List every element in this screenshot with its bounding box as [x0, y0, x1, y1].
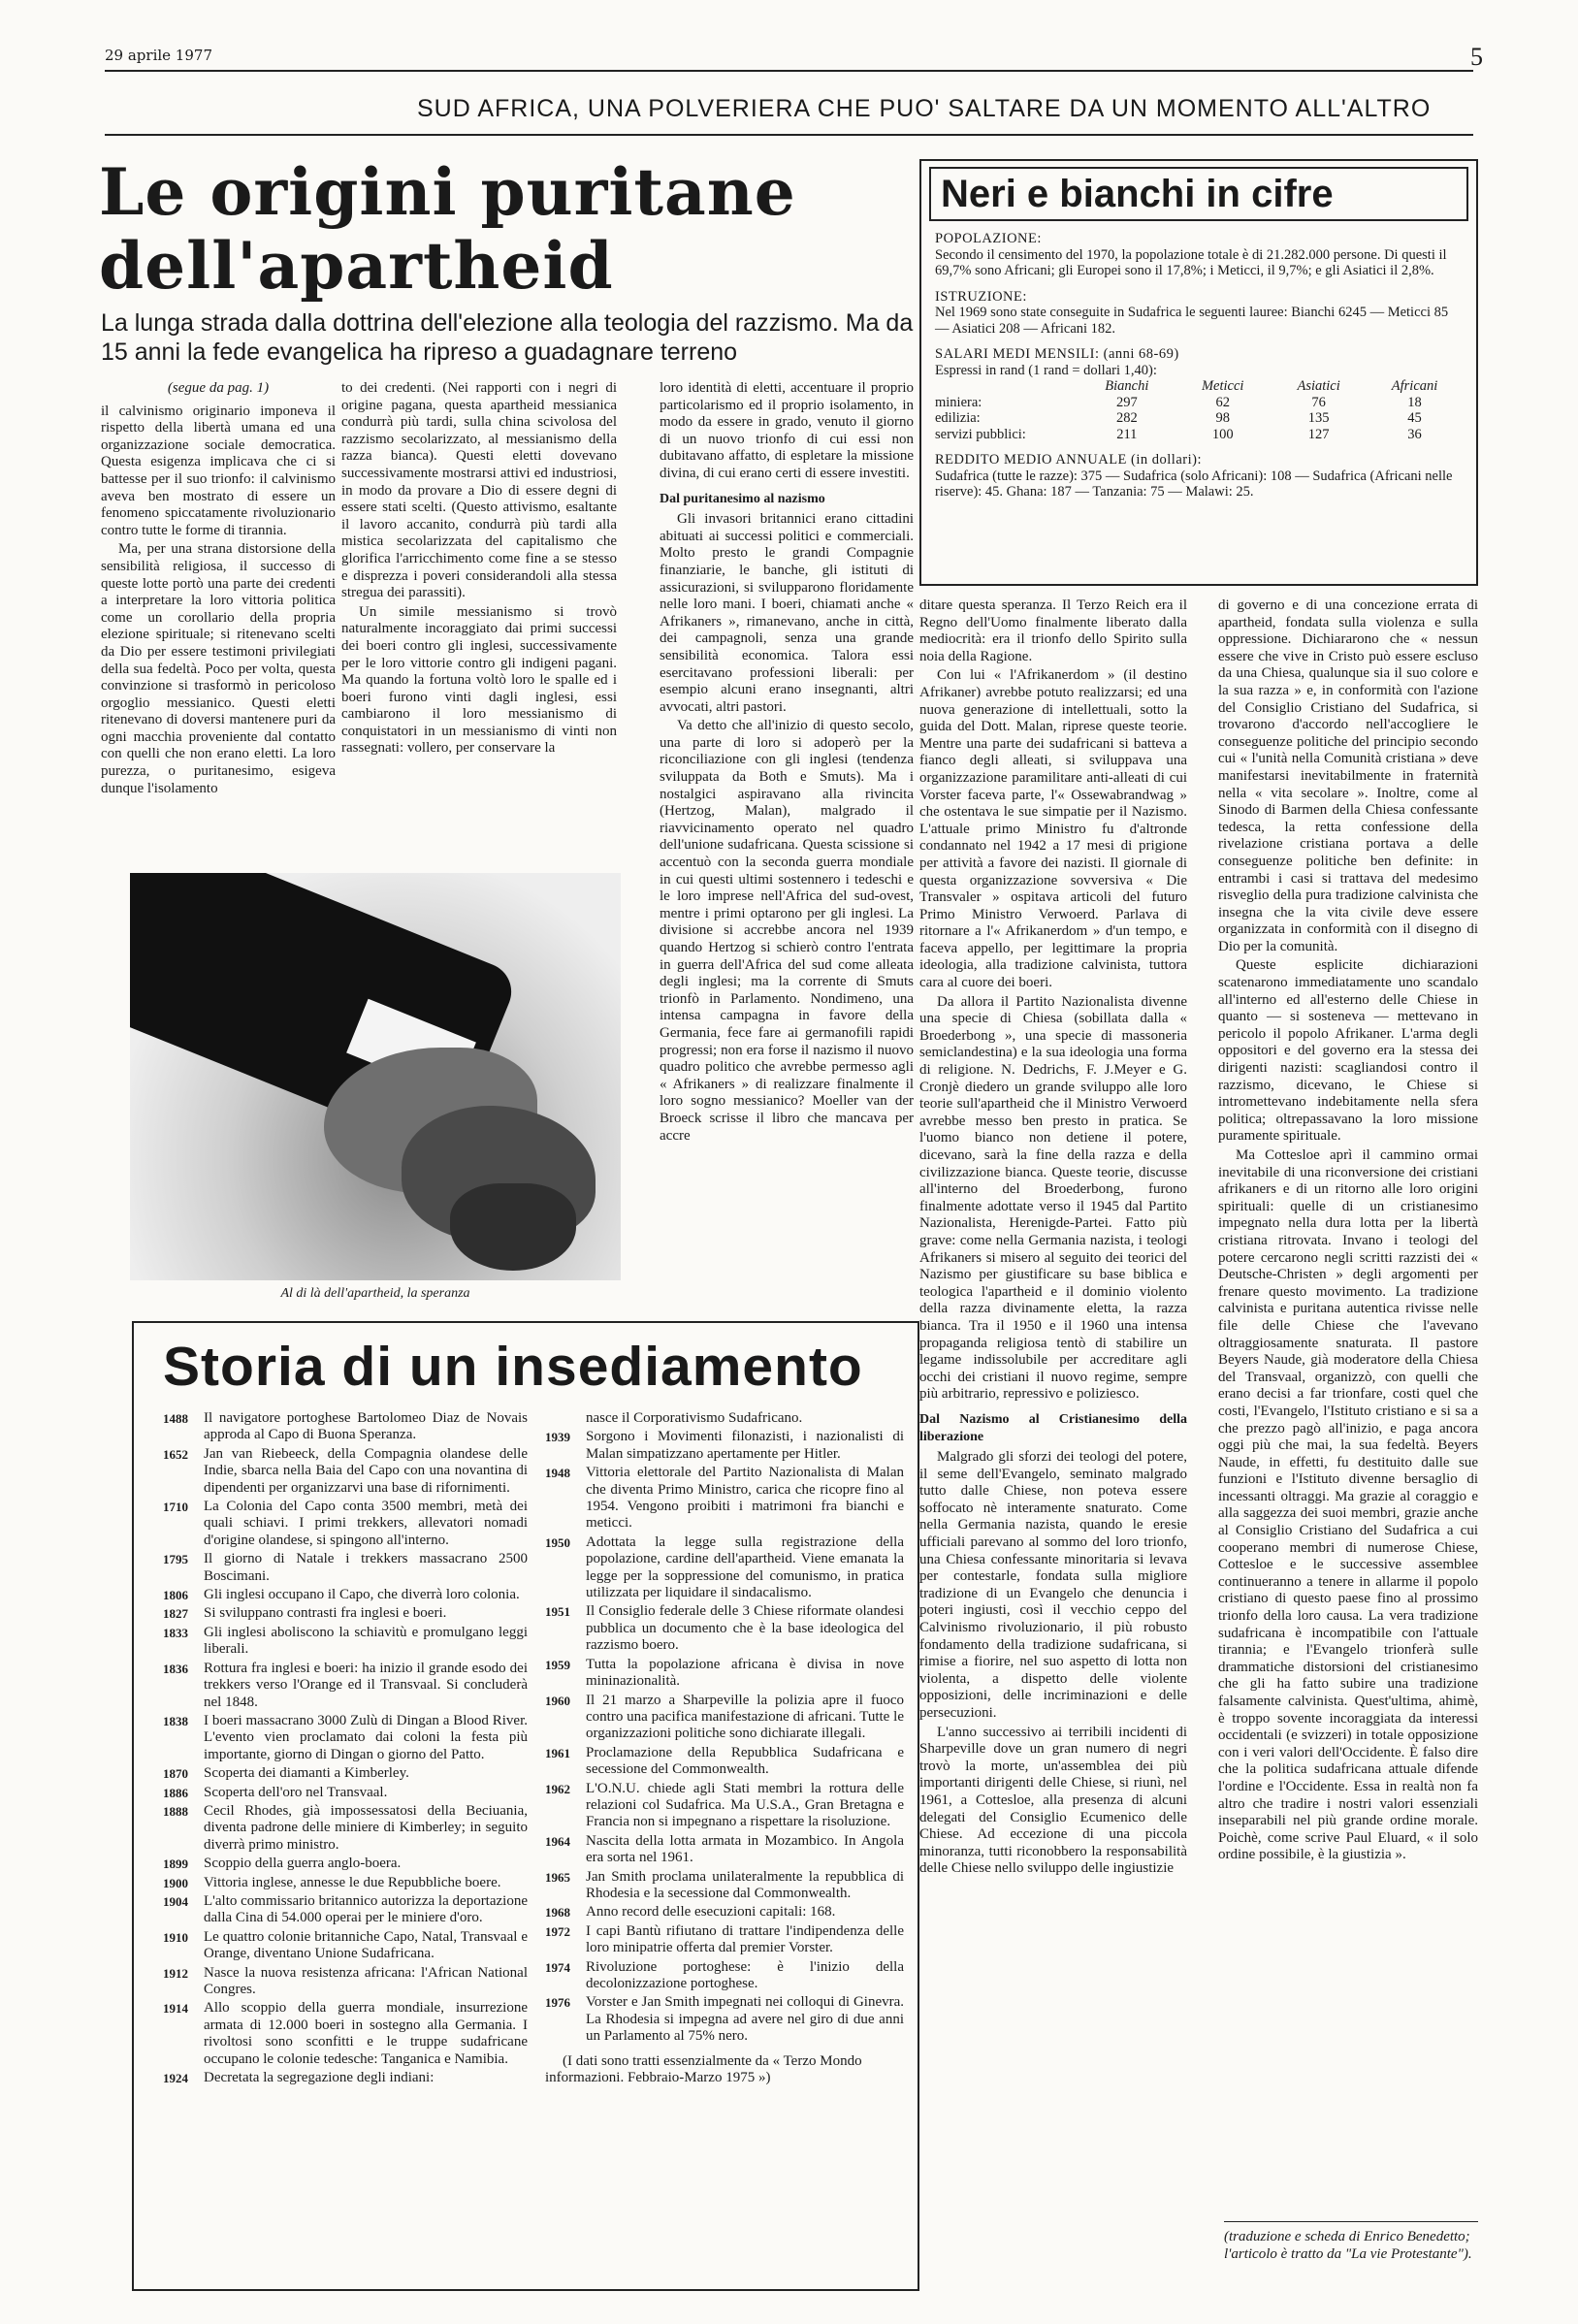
table-row — [935, 410, 1463, 427]
stats-label: SALARI MEDI MENSILI: (anni 68-69) — [935, 346, 1179, 362]
timeline-text: Allo scoppio della guerra mondiale, insurrezione armata di 12.000 boeri in sostegno alla Germania. I rivoltosi sono sconfitti e le truppe sudafricane occupano le colonie tedesche: Tanganica e Namibia. — [204, 2000, 528, 2067]
timeline-text: I boeri massacrano 3000 Zulù di Dingan a Blood River. L'evento vien proclamato dai coloni la festa più importante, giorno di Dingan o giorno del Patto. — [204, 1712, 528, 1762]
timeline-year: 1974 — [545, 1959, 570, 1975]
timeline-entry — [163, 1551, 528, 1585]
timeline-year: 1827 — [163, 1606, 188, 1622]
table-row — [935, 395, 1463, 411]
paragraph: ditare questa speranza. Il Terzo Reich era il Regno dell'Uomo finalmente liberato dalla mediocrità: era il trionfo dello Spirito sulla noia della Ragione. — [919, 597, 1187, 664]
table-cell: 36 — [1407, 426, 1422, 442]
paragraph: to dei credenti. (Nei rapporti con i negri di origine pagana, questa apartheid messianica condurrà più tardi, sulla china scivolosa del razzismo secolarizzato, al messianismo della razza bianca). Questi eletti dovevano successivamente mostrarsi attivi ed industriosi, in modo da provare a Dio di essere degni di essere stati scelti. (Questo attivismo, esaltante il lavoro accanito, condurrà più tardi alla mistica secolarizzata del capitalismo che glorifica l'arricchimento come fine a se stesso e disprezza i poveri considerandoli alla stessa stregua dei parassiti). — [341, 380, 617, 601]
table-cell: 62 — [1215, 394, 1230, 410]
timeline-text: Jan van Riebeeck, della Compagnia olandese delle Indie, sbarca nella Baia del Capo con una novantina di dipendenti per organizzarvi una base di rifornimenti. — [204, 1445, 528, 1496]
paragraph: di governo e di una concezione errata di apartheid, fondata sulla violenza e sulla oppressione. Dichiararono che « nessun essere che vive in Cristo può essere escluso da una Chiesa, qualunque sia il suo colore e la sua razza » e, in conformità con l'azione del Consiglio Cristiano del Sudafrica, si trovarono d'accordo nell'accogliere le conseguenze politiche del principio secondo cui « l'unità nella Comunità cristiana » deve manifestarsi inevitabilmente in fraternità nella « vita secolare ». Inoltre, come al Sinodo di Barmen della Chiesa confessante tedesca, la retta confessione della rivelazione cristiana portava a delle conseguenze politiche ben definite: in entrambi i casi si trattava del medesimo risveglio della pura tradizione calvinista che insegna che la vita civile deve essere organizzata in conformità con il disegno di Dio per la comunità. — [1218, 597, 1478, 954]
stats-label: POPOLAZIONE: — [935, 231, 1042, 246]
table-cell: 127 — [1307, 426, 1330, 442]
timeline-year: 1904 — [163, 1893, 188, 1909]
table-header-cell: Bianchi — [1105, 378, 1149, 394]
timeline-year: 1838 — [163, 1713, 188, 1728]
timeline-source-note: (I dati sono tratti essenzialmente da « Terzo Mondo informazioni. Febbraio-Marzo 1975 ») — [545, 2052, 862, 2086]
timeline-year: 1910 — [163, 1929, 188, 1945]
timeline-entry — [545, 1429, 904, 1463]
table-header-cell — [935, 378, 1079, 395]
paragraph: L'anno successivo ai terribili incidenti di Sharpeville dove un gran numero di negri trovò la morte, un'assemblea dei più importanti dirigenti delle Chiese, si riunì, nel 1961, a Cottesloe, alla presenza di alcuni delegati del Consiglio Ecumenico delle Chiese. Ad eccezione di una piccola minoranza, tutti riconobbero la responsabilità delle Chiese nello sviluppo delle ingiustizie — [919, 1724, 1187, 1877]
table-cell: servizi pubblici: — [935, 426, 1026, 442]
paragraph: Queste esplicite dichiarazioni scatenarono immediatamente uno scandalo all'interno ed all'esterno delle Chiese in quanto — si sosteneva — mettevano in pericolo il popolo Afrikaner. L'arma degli oppositori e del governo era la stessa dei dirigenti nazisti: scagliandosi contro il razzismo, dicevano, le Chiese si intromettevano indebitamente nella sfera politica; oltrepassavano la loro missione puramente spirituale. — [1218, 957, 1478, 1145]
timeline-right-column — [545, 1410, 904, 2283]
photo-hands — [130, 873, 621, 1280]
timeline-text: Vorster e Jan Smith impegnati nei colloqui di Ginevra. La Rhodesia si impegna ad avere nel giro di due anni un Parlamento al 75% nero. — [586, 1994, 904, 2045]
page-number: 5 — [1470, 43, 1483, 71]
stats-label: ISTRUZIONE: — [935, 288, 1027, 305]
timeline-entry — [545, 1410, 904, 1427]
timeline-entry — [163, 1965, 528, 1999]
article-column-3 — [660, 380, 914, 1313]
timeline-year: 1950 — [545, 1534, 570, 1550]
article-column-1 — [101, 380, 336, 861]
timeline-entry — [163, 1499, 528, 1549]
table-row — [935, 427, 1463, 443]
stats-text: Espressi in rand (1 rand = dollari 1,40): — [935, 362, 1157, 378]
timeline-year: 1899 — [163, 1856, 188, 1872]
article-column-5 — [1218, 597, 1478, 2211]
header-rule — [105, 70, 1473, 72]
timeline-year: 1870 — [163, 1766, 188, 1782]
header-date: 29 aprile 1977 — [105, 47, 212, 64]
timeline-entry — [163, 1893, 528, 1927]
timeline-year: 1972 — [545, 1923, 570, 1939]
timeline-entry — [163, 1625, 528, 1659]
table-cell: miniera: — [935, 394, 982, 410]
stats-box-title: Neri e bianchi in cifre — [929, 167, 1468, 221]
paragraph: Malgrado gli sforzi dei teologi del potere, il seme dell'Evangelo, seminato malgrado tutto dalle Chiese, non poteva essere soffocato nè interamente snaturato. Come nella Germania nazista, quando le eresie ufficiali parevano al sommo del loro trionfo, una Chiesa confessante minoritaria si levava per contestarle, fondata sulla migliore tradizione di un Evangelo che denuncia i poteri ingiusti, così il vecchio ceppo del Calvinismo rivoluzionario, il più robusto fondamento della tradizione sudafricana, si rimise a fiorire, nel suo aspetto di lotta non violenta, a dispetto delle violente opposizioni, delle incriminazioni e delle persecuzioni. — [919, 1449, 1187, 1721]
table-cell: 211 — [1116, 426, 1138, 442]
section-heading: Dal Nazismo al Cristianesimo della liberazione — [919, 1411, 1187, 1444]
paragraph: Con lui « l'Afrikanerdom » (il destino Afrikaner) avrebbe potuto realizzarsi; ed una nuova generazione di intellettuali, sotto la guida del Dott. Malan, riprese queste teorie. Mentre una parte dei sudafricani si batteva a fianco degli alleati, si sviluppava una organizzazione paramilitare anti-alleati di cui Vorster faceva parte, l'« Ossewabrandwag » che ostentava le sue simpatie per il Nazismo. L'attuale primo Ministro fu d'altronde condannato nel 1942 a 17 mesi di prigione per attività a favore dei nazisti. Il giornale di questa organizzazione sovversiva « Die Transvaler » ospitava articoli del futuro Primo Ministro Verwoerd. Parlava di ritornare a l'« Afrikanerdom » d'un tempo, e faceva appello, per legittimare la propria ideologia, alla tradizione calvinista, tuttora cara al cuore dei boeri. — [919, 667, 1187, 991]
timeline-year: 1652 — [163, 1446, 188, 1462]
stats-text: Secondo il censimento del 1970, la popolazione totale è di 21.282.000 persone. Di questi il 69,7% sono Africani; gli Europei sono il 17,8%; i Meticci, il 9,7%; e gli Asiatici il 2,8%. — [935, 246, 1447, 278]
timeline-year: 1965 — [545, 1869, 570, 1885]
continued-note: (segue da pag. 1) — [167, 380, 270, 396]
timeline-entry — [545, 1781, 904, 1831]
timeline-text: Il giorno di Natale i trekkers massacrano 2500 Boscimani. — [204, 1551, 528, 1584]
table-cell: 135 — [1307, 410, 1330, 426]
timeline-text: Nascita della lotta armata in Mozambico. In Angola era sorta nel 1961. — [586, 1832, 904, 1866]
timeline-text: Jan Smith proclama unilateralmente la repubblica di Rhodesia e la secessione dal Commonwealth. — [586, 1868, 904, 1901]
timeline-year: 1806 — [163, 1588, 188, 1603]
timeline-text: Scoperta dell'oro nel Transvaal. — [204, 1784, 388, 1800]
timeline-year: 1795 — [163, 1552, 188, 1567]
timeline-text: Tutta la popolazione africana è divisa in nove mininazionalità. — [586, 1656, 904, 1690]
article-column-4 — [919, 597, 1187, 2314]
timeline-year: 1961 — [545, 1745, 570, 1760]
timeline-entry — [545, 1904, 904, 1921]
timeline-entry — [545, 1657, 904, 1691]
stats-box — [919, 159, 1478, 586]
paragraph: loro identità di eletti, accentuare il proprio particolarismo ed il proprio isolamento, in modo da essere in grado, venuto il giorno di un nuovo trionfo di cui essi non dubitavano affatto, di espletare la missione divina, di cui erano certi di essere investiti. — [660, 380, 914, 481]
timeline-text: Si sviluppano contrasti fra inglesi e boeri. — [204, 1605, 447, 1622]
timeline-text: Adottata la legge sulla registrazione della popolazione, cardine dell'apartheid. Viene emanata la legge per la soppressione del comunismo, in pratica utilizzata per liquidare il sindacalismo. — [586, 1533, 904, 1601]
paragraph: Ma Cottesloe aprì il cammino ormai inevitabile di una riconversione dei cristiani afrikaners e di un ritorno alle loro origini spirituali: quelle di un cristianesimo impegnato nella dura lotta per la libertà cristiana ritrovata. Invano i teologi del potere cercarono negli scritti razzisti dei « Deutsche-Christen » degli argomenti per frenare questo movimento. La tradizione calvinista e puritana autentica rivisse nelle file delle Chiese che l'avevano oltraggiosamente snaturata. Il pastore Beyers Naude, già moderatore della Chiesa del Transvaal, organizzò, con quelli che erano decisi a far trionfare, costi quel che costi, l'Evangelo, l'Istituto cristiano e si sa a che prezzo pagò all'inizio, e paga ancora oggi più che mai, la sua fedeltà. Beyers Naude, in effetti, fu destituito dalle sue funzioni e l'Istituto divenne bersaglio di incessanti oltraggi. Ma grazie al coraggio e alla saggezza dei suoi membri, grazie anche al Consiglio Cristiano del Sudafrica a cui cooperano membri di numerose Chiese, Cottesloe e le successive assemblee continueranno a tenere in allarme il popolo cristiano di questo paese fino al prossimo trionfo della loro causa. La vera tradizione sudafricana è incompatibile con l'attuale tirannia; e l'Evangelo trionferà sulle drammatiche distorsioni del cristianesimo che gli ha fatto subire una tradizione falsamente calvinista. Quest'ultima, ahimè, è troppo sovente incoraggiata da interessi occidentali (e svizzeri) in totale opposizione con i veri valori dell'Occidente. È falso dire che la politica sudafricana attuale difende l'ordine e l'Occidente. Essa in realtà non fa altro che tradire i nostri valori essenziali inseparabili nel più grande ordine morale. Poichè, come scrive Paul Eluard, « il solo ordine possibile, è la giustizia ». — [1218, 1147, 1478, 1863]
timeline-text: Il 21 marzo a Sharpeville la polizia apre il fuoco contro una pacifica manifestazione di africani. Tutte le organizzazioni politiche sono dichiarate illegali. — [586, 1692, 904, 1742]
kicker-rule — [105, 134, 1473, 136]
timeline-year: 1912 — [163, 1965, 188, 1981]
timeline-entry — [163, 2070, 528, 2086]
table-cell: edilizia: — [935, 410, 981, 426]
paragraph: Gli invasori britannici erano cittadini abituati ai successi politici e commerciali. Molto presto le grandi Compagnie finanziarie, le banche, gli istituti di assicurazioni, si svilupparono floridamente nelle loro mani. I boeri, chiamati anche « Afrikaners », rimanevano, anche in città, dei campagnoli, senza una grande sensibilità economica. Talora essi esercitavano professioni liberali: per esempio alcuni erano insegnanti, altri avvocati, altri pastori. — [660, 511, 914, 715]
article-title: Le origini puritane dell'apartheid — [99, 154, 796, 304]
timeline-text: Le quattro colonie britanniche Capo, Natal, Transvaal e Orange, diventano Unione Sudafricana. — [204, 1928, 528, 1962]
timeline-text: La Colonia del Capo conta 3500 membri, metà dei quali schiavi. I primi trekkers, allevatori nomadi d'origine olandese, si spingono all'interno. — [204, 1499, 528, 1548]
stats-box-body — [935, 231, 1463, 500]
timeline-entry — [163, 1929, 528, 1963]
timeline-text: Vittoria elettorale del Partito Nazionalista di Malan che diventa Primo Ministro, carica che ricopre fino al 1954. Vengono proibiti i matrimoni fra bianchi e meticci. — [586, 1465, 904, 1532]
timeline-text: Sorgono i Movimenti filonazisti, i nazionalisti di Malan simpatizzano apertamente per Hitler. — [586, 1429, 904, 1462]
timeline-entry — [163, 1713, 528, 1763]
table-cell: 297 — [1115, 394, 1138, 410]
table-header-cell: Meticci — [1201, 378, 1244, 394]
timeline-text: Gli inglesi aboliscono la schiavitù e promulgano leggi liberali. — [204, 1624, 528, 1658]
timeline-year: 1924 — [163, 2071, 188, 2086]
timeline-entry — [163, 1785, 528, 1801]
timeline-year: 1964 — [545, 1833, 570, 1849]
wage-table-header — [935, 378, 1463, 395]
timeline-text: Vittoria inglese, annesse le due Repubbliche boere. — [204, 1874, 501, 1890]
table-cell: 98 — [1215, 410, 1230, 426]
timeline-year: 1488 — [163, 1411, 188, 1426]
timeline-text: Rottura fra inglesi e boeri: ha inizio il grande esodo dei trekkers verso l'Orange ed il Transvaal. Si concluderà nel 1848. — [204, 1660, 528, 1710]
timeline-entry — [163, 1605, 528, 1622]
fingers-shape — [450, 1183, 576, 1271]
article-subtitle: La lunga strada dalla dottrina dell'elezione alla teologia del razzismo. Ma da 15 anni la fede evangelica ha ripreso a guadagnare terreno — [101, 309, 914, 366]
paragraph: Va detto che all'inizio di questo secolo, una parte di loro si adoperò per la riconciliazione con gli inglesi (tendenza sviluppata da Both e Smuts). Ma i nostalgici aspiravano alla rivincita (Hertzog, Malan), malgrado il riavvicinamento operato nel quadro dell'unione sudafricana. Questa scissione si accentuò con la seconda guerra mondiale in cui questi ultimi sostennero i tedeschi e le loro imprese nell'Africa del sud-ovest, mentre i primi optarono per gli inglesi. La divisione si accrebbe ancora nel 1939 quando Hertzog si schierò contro l'entrata in guerra dell'Africa del sud come alleata degli inglesi; ma la corrente di Smuts trionfò in Parlamento. Nondimeno, una intensa campagna in favore della Germania, fece fare ai germanofili rapidi progressi; non era forse il nazismo il nuovo quadro politico che avrebbe permesso agli « Afrikaners » di realizzare finalmente il loro sogno messianico? Moeller van der Broeck scrisse il libro che mancava per accre — [660, 718, 914, 1144]
timeline-text: Scoperta dei diamanti a Kimberley. — [204, 1765, 409, 1782]
timeline-year: 1962 — [545, 1781, 570, 1796]
paragraph: Un simile messianismo si trovò naturalmente incoraggiato dai primi successi dei boeri contro gli inglesi, successivamente per le loro vittorie contro gli indigeni pagani. Ma quando la fortuna voltò loro le spalle ed i boeri furono vinti dagli inglesi, essi cambiarono il loro messianismo di conquistatori in un messianismo di vinti non rassegnati: vollero, per conservare la — [341, 603, 617, 757]
timeline-entry — [163, 1587, 528, 1603]
timeline-text: Anno record delle esecuzioni capitali: 168. — [586, 1904, 836, 1921]
timeline-text: Rivoluzione portoghese: è l'inizio della decolonizzazione portoghese. — [586, 1958, 904, 1991]
timeline-box — [132, 1321, 919, 2291]
stats-text: Sudafrica (tutte le razze): 375 — Sudafrica (solo Africani): 108 — Sudafrica (Africani nelle riserve): 45. Ghana: 187 — Tanzania: 75 — Malawi: 25. — [935, 468, 1453, 500]
timeline-entry — [545, 1959, 904, 1993]
table-cell: 76 — [1311, 394, 1326, 410]
timeline-entry — [163, 1803, 528, 1854]
timeline-entry — [163, 2000, 528, 2068]
timeline-text: L'O.N.U. chiede agli Stati membri la rottura delle relazioni col Sudafrica. Ma U.S.A., Gran Bretagna e Francia non si impegnano a rispettare la risoluzione. — [586, 1780, 904, 1830]
timeline-year: 1900 — [163, 1875, 188, 1890]
timeline-year: 1836 — [163, 1661, 188, 1676]
timeline-text: Cecil Rhodes, già impossessatosi della Beciuania, diventa padrone delle miniere di Kimberley; in seguito diverrà primo ministro. — [204, 1802, 528, 1853]
timeline-entry — [545, 1465, 904, 1533]
timeline-title: Storia di un insediamento — [163, 1336, 863, 1398]
timeline-year: 1960 — [545, 1693, 570, 1708]
timeline-entry — [545, 1994, 904, 2045]
timeline-text: I capi Bantù rifiutano di trattare l'indipendenza delle loro minipatrie offerta dal premier Vorster. — [586, 1922, 904, 1956]
photo-caption: Al di là dell'apartheid, la speranza — [280, 1286, 470, 1301]
timeline-year: 1833 — [163, 1625, 188, 1640]
timeline-year: 1951 — [545, 1604, 570, 1620]
timeline-entry — [545, 1745, 904, 1779]
timeline-entry — [545, 1534, 904, 1602]
timeline-entry — [163, 1765, 528, 1782]
timeline-text: Scoppio della guerra anglo-boera. — [204, 1856, 402, 1872]
table-header-cell: Asiatici — [1297, 378, 1340, 394]
article-column-2 — [341, 380, 617, 861]
timeline-entry — [545, 1923, 904, 1957]
timeline-year — [545, 1410, 586, 1427]
stats-text: Nel 1969 sono state conseguite in Sudafrica le seguenti lauree: Bianchi 6245 — Meticci 85 — Asiatici 208 — Africani 182. — [935, 305, 1449, 337]
timeline-text: Decretata la segregazione degli indiani: — [204, 2070, 435, 2086]
timeline-year: 1710 — [163, 1500, 188, 1515]
section-heading: Dal puritanesimo al nazismo — [660, 491, 825, 506]
timeline-text: nasce il Corporativismo Sudafricano. — [586, 1410, 803, 1426]
table-cell: 282 — [1115, 410, 1138, 426]
timeline-entry — [545, 1693, 904, 1743]
paragraph: il calvinismo originario imponeva il rispetto della libertà umana ed una organizzazione sociale democratica. Questa esigenza implicava che ci si battesse per il suo trionfo: il calvinismo aveva ben mostrato di essere un fenomeno spiccatamente rivoluzionario contro tutte le forme di tirannia. — [101, 403, 336, 538]
timeline-entry — [163, 1410, 528, 1444]
paragraph: Ma, per una strana distorsione della sensibilità religiosa, il successo di queste lotte portò una parte dei credenti a interpretare la loro vittoria politica come un corollario della propria elezione spirituale; si ritenevano scelti da Dio per essere testimoni privilegiati della sua fedeltà. Poco per volta, questa convinzione si trasformò in pericoloso orgoglio messianico. Questi eletti ritenevano di doversi mantenere puri da ogni macchia proveniente dal contatto con quelli che non erano eletti. La loro purezza, o puritanesimo, esigeva dunque l'isolamento — [101, 541, 336, 796]
timeline-text: Il Consiglio federale delle 3 Chiese riformate olandesi pubblica un documento che è la base ideologica del razzismo boero. — [586, 1603, 904, 1654]
timeline-left-column — [163, 1410, 528, 2283]
table-cell: 18 — [1407, 394, 1422, 410]
timeline-entry — [163, 1856, 528, 1872]
stats-label: REDDITO MEDIO ANNUALE (in dollari): — [935, 452, 1202, 468]
timeline-text: Il navigatore portoghese Bartolomeo Diaz de Novais approda al Capo di Buona Speranza. — [204, 1410, 528, 1443]
timeline-year: 1968 — [545, 1905, 570, 1921]
timeline-year: 1914 — [163, 2001, 188, 2017]
timeline-entry — [163, 1661, 528, 1711]
timeline-entry — [545, 1833, 904, 1867]
table-header-cell: Africani — [1391, 378, 1438, 394]
paragraph: Da allora il Partito Nazionalista divenne una specie di Chiesa (sobillata dalla « Broederbong », una specie di massoneria semiclandestina) e la sua ideologia una forma di religione. N. Dedrichs, F. J.Meyer e G. Cronjè diedero un grande sviluppo alle loro teorie sull'apartheid che il Ministro Verwoerd avrebbe messo ben presto in pratica. Se l'uomo bianco non detiene il potere, dicevano, sarà la fine della razza e della civilizzazione bianca. Queste teorie, discusse all'interno del Broederbong, furono finalmente adottate verso il 1945 dal Partito Nazionalista, Herenigde-Partei. Fatto più grave: come nella Germania nazista, i teologi Afrikaners si misero al seguito dei teorici del Nazismo per giustificare su base biblica e teologica l'apartheid e il dominio violento della razza divinamente eletta, la razza bianca. Tra il 1950 e il 1960 una intensa propaganda religiosa tentò di stabilire un legame indissolubile per accreditare agli occhi dei cristiani il nuovo regime, sempre più arbitrario, repressivo e poliziesco. — [919, 993, 1187, 1403]
timeline-year: 1959 — [545, 1657, 570, 1672]
table-cell: 45 — [1407, 410, 1422, 426]
table-cell: 100 — [1211, 426, 1234, 442]
article-credit: (traduzione e scheda di Enrico Benedetto; l'articolo è tratto da "La vie Protestante"). — [1224, 2221, 1478, 2263]
timeline-year: 1948 — [545, 1466, 570, 1481]
timeline-entry — [545, 1603, 904, 1654]
timeline-text: L'alto commissario britannico autorizza la deportazione dalla Cina di 54.000 operai per le miniere d'oro. — [204, 1892, 528, 1926]
timeline-year: 1976 — [545, 1995, 570, 2011]
timeline-text: Proclamazione della Repubblica Sudafricana e secessione del Commonwealth. — [586, 1744, 904, 1778]
timeline-text: Nasce la nuova resistenza africana: l'African National Congres. — [204, 1964, 528, 1997]
timeline-entry — [163, 1875, 528, 1891]
timeline-entry — [163, 1446, 528, 1497]
timeline-year: 1888 — [163, 1803, 188, 1819]
timeline-entry — [545, 1869, 904, 1903]
timeline-year: 1939 — [545, 1430, 570, 1445]
timeline-year: 1886 — [163, 1785, 188, 1800]
timeline-text: Gli inglesi occupano il Capo, che diverrà loro colonia. — [204, 1587, 520, 1603]
section-kicker: SUD AFRICA, UNA POLVERIERA CHE PUO' SALTARE DA UN MOMENTO ALL'ALTRO — [417, 95, 1432, 122]
